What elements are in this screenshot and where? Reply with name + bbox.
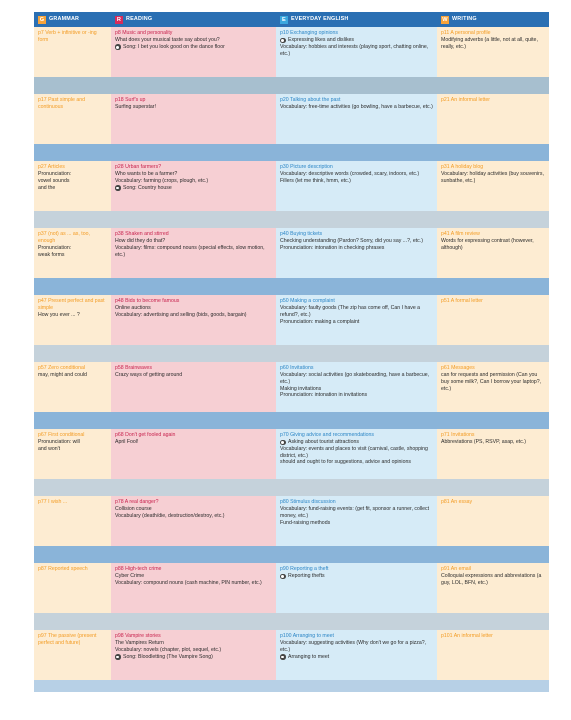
cell-line: Pronunciation: intonation in checking phrases (280, 244, 385, 251)
cell-line: may, might and could (38, 371, 87, 378)
writing-letter-icon: W (442, 16, 448, 23)
cell-line: Surfing superstar! (115, 103, 156, 110)
unit-row (34, 429, 549, 479)
audio-line (115, 44, 272, 51)
contents-table (34, 12, 549, 692)
english-cell (276, 228, 437, 278)
cell-line: Making invitations (280, 385, 322, 392)
english-title: p20 Talking about the past (280, 97, 341, 103)
writing-title: p71 Invitations (441, 432, 475, 438)
grammar-title: p7 Verb + infinitive or -ing form (38, 30, 97, 43)
cell-line: Vocabulary: faulty goods (The zip has come off, Can I have a refund?, etc.) (280, 304, 421, 318)
english-title: p30 Picture description (280, 164, 333, 170)
english-cell (276, 94, 437, 144)
unit-row (34, 94, 549, 144)
row-divider (34, 278, 549, 295)
writing-cell (437, 630, 549, 680)
cell-line: Online auctions (115, 304, 151, 311)
cell-line: Collision course (115, 505, 152, 512)
cell-line: Fund-raising methods (280, 519, 331, 526)
grammar-title: p47 Present perfect and past simple (38, 298, 105, 311)
header-writing (437, 12, 549, 27)
reading-cell (111, 228, 276, 278)
audio-cd-icon (115, 654, 121, 660)
writing-title: p91 An email (441, 566, 471, 572)
reading-title: p28 Urban farmers? (115, 164, 162, 170)
column-header-row (34, 12, 549, 27)
writing-cell (437, 295, 549, 345)
cell-line: Pronunciation: making a complaint (280, 318, 360, 325)
cell-line: weak forms (38, 251, 65, 258)
writing-title: p31 A holiday blog (441, 164, 484, 170)
audio-line (280, 573, 433, 580)
cell-line: The Vampires Return (115, 639, 164, 646)
audio-cd-icon (280, 38, 286, 44)
audio-text: Song: Country house (123, 184, 172, 191)
english-cell (276, 295, 437, 345)
reading-cell (111, 429, 276, 479)
cell-line: and won't (38, 445, 61, 452)
cell-line: Vocabulary: descriptive words (crowded, scary, indoors, etc.) (280, 170, 420, 177)
english-letter-icon: E (280, 16, 288, 24)
cell-line: What does your musical taste say about you? (115, 36, 220, 43)
writing-cell (437, 228, 549, 278)
cell-line: vowel sounds (38, 177, 70, 184)
cell-line: Vocabulary: suggesting activities (Why don't we go for a pizza?, etc.) (280, 639, 427, 653)
english-title: p80 Stimulus discussion (280, 499, 336, 505)
audio-line (280, 654, 433, 661)
writing-cell (437, 563, 549, 613)
cell-line: Words for expressing contrast (however, although) (441, 237, 534, 251)
row-divider (34, 211, 549, 228)
cell-line: How did they do that? (115, 237, 166, 244)
cell-line: Vocabulary: holiday activities (buy souvenirs, sunbathe, etc.) (441, 170, 544, 184)
english-cell (276, 27, 437, 77)
audio-text: Asking about tourist attractions (288, 438, 359, 445)
writing-title: p41 A film review (441, 231, 480, 237)
unit-rows (34, 27, 549, 692)
grammar-cell (34, 563, 111, 613)
writing-cell (437, 27, 549, 77)
writing-cell (437, 362, 549, 412)
grammar-title: p17 Past simple and continuous (38, 97, 86, 110)
audio-text: Arranging to meet (288, 653, 330, 660)
cell-line: Vocabulary: advertising and selling (bids, goods, bargain) (115, 311, 247, 318)
cell-line: Vocabulary: events and places to visit (carnival, castle, shopping district, etc.) (280, 445, 428, 459)
header-english (276, 12, 437, 27)
unit-row (34, 630, 549, 680)
english-cell (276, 362, 437, 412)
cell-line: Pronunciation: will (38, 438, 80, 445)
grammar-title: p77 I wish ... (38, 499, 68, 505)
audio-text: Reporting thefts (288, 572, 325, 579)
unit-row (34, 228, 549, 278)
grammar-cell (34, 228, 111, 278)
reading-cell (111, 362, 276, 412)
audio-line (280, 37, 433, 44)
header-reading (111, 12, 276, 27)
english-title: p90 Reporting a theft (280, 566, 329, 572)
reading-title: p48 Bids to become famous (115, 298, 180, 304)
audio-text: Expressing likes and dislikes (288, 36, 355, 43)
cell-line: How you ever ... ? (38, 311, 80, 318)
cell-line: Pronunciation: intonation in invitations (280, 392, 368, 399)
cell-line: Vocabulary: free-time activities (go bowling, have a barbecue, etc.) (280, 103, 433, 110)
english-title: p40 Buying tickets (280, 231, 323, 237)
audio-line (280, 439, 433, 446)
grammar-cell (34, 161, 111, 211)
grammar-title: p87 Reported speech (38, 566, 88, 572)
reading-title: p38 Shaken and stirred (115, 231, 169, 237)
reading-title: p98 Vampire stories (115, 633, 161, 639)
header-grammar (34, 12, 111, 27)
reading-title: p68 Don't get fooled again (115, 432, 176, 438)
row-divider (34, 412, 549, 429)
unit-row (34, 496, 549, 546)
unit-row (34, 27, 549, 77)
grammar-letter-icon: G (39, 16, 45, 23)
grammar-title: p67 First conditional (38, 432, 85, 438)
english-cell (276, 429, 437, 479)
reading-title: p58 Brainwaves (115, 365, 152, 371)
reading-cell (111, 94, 276, 144)
grammar-cell (34, 295, 111, 345)
cell-line: Abbreviations (PS, RSVP, asap, etc.) (441, 438, 526, 445)
grammar-title: p57 Zero conditional (38, 365, 86, 371)
grammar-cell (34, 362, 111, 412)
header-reading-label: READING (126, 15, 153, 22)
grammar-title: p27 Articles (38, 164, 65, 170)
cell-line: Vocabulary: hobbies and interests (playing sport, chatting online, etc.) (280, 43, 429, 57)
writing-title: p51 A formal letter (441, 298, 483, 304)
reading-cell (111, 496, 276, 546)
grammar-title: p97 The passive (present perfect and future) (38, 633, 97, 646)
cell-line: Cyber Crime (115, 572, 145, 579)
cell-line: Crazy ways of getting around (115, 371, 183, 378)
grammar-cell (34, 429, 111, 479)
writing-title: p81 An essay (441, 499, 473, 505)
cell-line: Vocabulary: films: compound nouns (special effects, slow motion, etc.) (115, 244, 265, 258)
row-divider (34, 77, 549, 94)
english-cell (276, 496, 437, 546)
cell-line: Pronunciation: (38, 170, 72, 177)
audio-cd-icon (115, 44, 121, 50)
english-cell (276, 161, 437, 211)
english-title: p100 Arranging to meet (280, 633, 334, 639)
cell-line: Vocabulary: social activities (go skateboarding, have a barbecue, etc.) (280, 371, 430, 385)
header-english-label: EVERYDAY ENGLISH (291, 15, 349, 22)
reading-letter-icon: R (116, 16, 122, 23)
row-divider (34, 613, 549, 630)
cell-line: Colloquial expressions and abbreviations (a guy, LOL, BFN, etc.) (441, 572, 542, 586)
audio-line (115, 654, 272, 661)
reading-cell (111, 630, 276, 680)
unit-row (34, 563, 549, 613)
row-divider (34, 345, 549, 362)
grammar-title: p37 (not) as ... as, too, enough (38, 231, 90, 244)
cell-line: Vocabulary: compound nouns (cash machine, PIN number, etc.) (115, 579, 262, 586)
grammar-cell (34, 630, 111, 680)
audio-cd-icon (280, 440, 286, 446)
reading-title: p78 A real danger? (115, 499, 159, 505)
unit-row (34, 161, 549, 211)
reading-cell (111, 27, 276, 77)
cell-line: Vocabulary: fund-raising events: (get fit, sponsor a runner, collect money, etc.) (280, 505, 430, 519)
english-title: p60 Invitations (280, 365, 314, 371)
row-divider (34, 479, 549, 496)
cell-line: and the (38, 184, 56, 191)
audio-cd-icon (280, 574, 286, 580)
row-divider (34, 144, 549, 161)
reading-cell (111, 295, 276, 345)
audio-line (115, 185, 272, 192)
writing-title: p61 Messages (441, 365, 475, 371)
row-divider (34, 546, 549, 563)
writing-title: p11 A personal profile (441, 30, 491, 36)
header-writing-label: WRITING (452, 15, 477, 22)
grammar-cell (34, 94, 111, 144)
english-title: p10 Exchanging opinions (280, 30, 338, 36)
cell-line: should and ought to for suggestions, advice and opinions (280, 459, 411, 466)
audio-cd-icon (280, 654, 286, 660)
writing-cell (437, 429, 549, 479)
audio-cd-icon (115, 185, 121, 191)
cell-line: Checking understanding (Pardon? Sorry, did you say ...?, etc.) (280, 237, 423, 244)
cell-line: Who wants to be a farmer? (115, 170, 178, 177)
writing-cell (437, 496, 549, 546)
writing-cell (437, 94, 549, 144)
english-cell (276, 630, 437, 680)
writing-title: p21 An informal letter (441, 97, 491, 103)
reading-title: p8 Music and personality (115, 30, 173, 36)
unit-row (34, 362, 549, 412)
cell-line: Fillers (let me think, hmm, etc.) (280, 177, 351, 184)
english-title: p50 Making a complaint (280, 298, 335, 304)
table-footer-band (34, 680, 549, 692)
reading-title: p18 Surf's up (115, 97, 146, 103)
reading-title: p88 High-tech crime (115, 566, 162, 572)
cell-line: Modifying adverbs (a little, not at all, quite, really, etc.) (441, 36, 538, 50)
reading-cell (111, 161, 276, 211)
writing-title: p101 An informal letter (441, 633, 493, 639)
english-title: p70 Giving advice and recommendations (280, 432, 375, 438)
cell-line: Vocabulary (death/die, destruction/destroy, etc.) (115, 512, 225, 519)
cell-line: Vocabulary: farming (crops, plough, etc.) (115, 177, 209, 184)
audio-text: Song: Bloodletting (The Vampire Song) (123, 653, 213, 660)
unit-row (34, 295, 549, 345)
cell-line: Pronunciation: (38, 244, 72, 251)
audio-text: Song: I bet you look good on the dance floor (123, 43, 225, 50)
english-cell (276, 563, 437, 613)
writing-cell (437, 161, 549, 211)
grammar-cell (34, 27, 111, 77)
cell-line: Vocabulary: novels (chapter, plot, sequel, etc.) (115, 646, 222, 653)
header-grammar-label: GRAMMAR (49, 15, 80, 22)
cell-line: April Fool! (115, 438, 139, 445)
reading-cell (111, 563, 276, 613)
grammar-cell (34, 496, 111, 546)
cell-line: can for requests and permission (Can you buy some milk?, Can I borrow your laptop?, etc.) (441, 371, 542, 392)
